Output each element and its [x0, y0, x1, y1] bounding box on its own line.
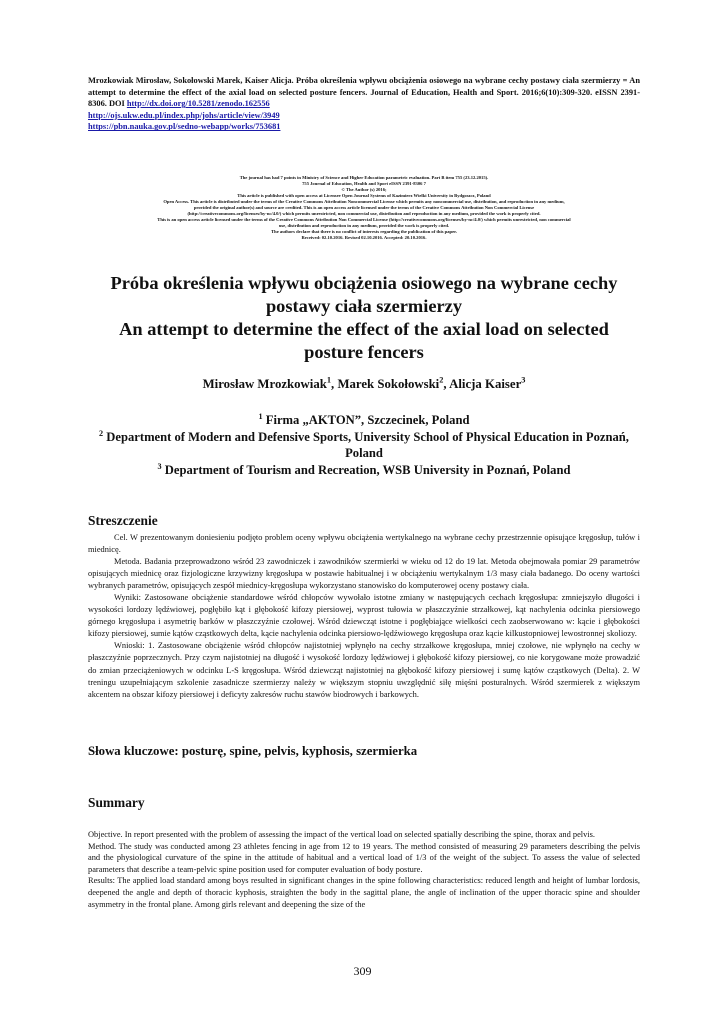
ojs-article-link[interactable]: http://ojs.ukw.edu.pl/index.php/johs/article/view/3949: [88, 110, 280, 120]
affiliation-item: [88, 429, 640, 462]
abstract-paragraph: Metoda. Badania przeprowadzono wśród 23 zawodniczek i zawodników szermierki w wieku od 12 do 19 lat. Metoda obejmowała pomiar 29 parametrów opisujących miednicę oraz fizjologiczne krzywizny kręgosłupa w postawie habitualnej i w obciążeniu wertykalnym 1/3 masy ciała badanego. Do oceny wartości wybranych parametrów, opisujących zespół miednicy-kręgosłupa wykorzystano stanowisko do komputerowej oceny postawy ciała.: [88, 557, 640, 591]
notice-line: This is an open access article licensed under the terms of the Creative Commons Attribution Non Commercial License (http://creativecommons.org/licenses/by-nc/4.0/) which permits unrestricted, non commercial: [157, 217, 571, 223]
notice-line: (http://creativecommons.org/licenses/by-nc/4.0/) which permits unrestricted, non commercial use, distribution and reproduction in any medium, provided the work is properly cited.: [187, 211, 541, 217]
author-affiliation-marker: 1: [326, 375, 332, 385]
abstract-paragraph: Wyniki: Zastosowane obciążenie standardowe wśród chłopców wywołało istotne zmiany w następujących cechach kręgosłupa: zmniejszyło długości i wysokości lordozy lędźwiowej, pogłębiło kąt i głębokość kifozy piersiowej, wyprost tułowia w płaszczyźnie strzałkowej, kąt nachylenia odcinka piersiowego górnego kręgosłupa i asymetrię barków w płaszczyźnie czołowej. Wśród dziewcząt istotne i pogłębiające wielkości cech zaobserwowano w: kącie i głębokości kifozy piersiowej, sumie kątów cząstkowych delta, kącie nachylenia odcinka piersiowo-lędźwiowego kręgosłupa oraz kącie kilkustopniowej lewostronnej skoliozy.: [88, 593, 640, 639]
author-affiliation-marker: 3: [521, 375, 526, 385]
abstract-paragraph: Cel. W prezentowanym doniesieniu podjęto problem oceny wpływu obciążenia wertykalnego na wybrane cechy przestrzennie opisujące kręgosłup, tułów i miednicę.: [88, 533, 640, 555]
author-separator: ,: [331, 377, 338, 391]
summary-paragraph: Objective. In report presented with the problem of assessing the impact of the vertical load on selected spatially describing the spine, thorax and pelvis.: [88, 830, 596, 839]
affiliation-text: Firma „AKTON”, Szczecinek, Poland: [265, 413, 470, 427]
notice-line: Received: 02.10.2016. Revised 02.10.2016. Accepted: 20.10.2016.: [301, 235, 427, 241]
author-affiliation-marker: 2: [439, 375, 444, 385]
notice-line: use, distribution and reproduction in any medium, provided the work is properly cited.: [278, 223, 450, 229]
affiliation-text: Department of Modern and Defensive Sports, University School of Physical Education in Poznań, Poland: [106, 429, 629, 460]
notice-line: © The Author (s) 2016;: [341, 187, 387, 193]
author-list: [88, 377, 640, 392]
notice-line: 755 Journal of Education, Health and Sport eISSN 2391-8306 7: [302, 181, 426, 187]
summary-paragraph: Results: The applied load standard among boys resulted in significant changes in the spine following characteristics: reduced length and height of lumbar lordosis, deepened the angle and depth of thoracic kyphosis, straighten the body in the sagittal plane, the angle of inclination of the upper thoracic spine and shoulder asymmetry in the frontal plane. Among girls relevant and deepening the size of the: [88, 876, 640, 909]
summary-paragraph: Method. The study was conducted among 23 athletes fencing in age from 12 to 19 years. The method consisted of measuring 29 parameters describing the pelvis and the physiological curvature of the spine in the attitude of habitual and a vertical load of 1/3 of the weight of the subject. To assess the value of selected parameters that describe a team-pelvic spine position used for computer evaluation of body posture.: [88, 841, 640, 874]
abstract-paragraph: Wnioski: 1. Zastosowane obciążenie wśród chłopców najistotniej wpłynęło na cechy strzałkowe kręgosłupa, mniej czołowe, nie wpłynęło na cechy w płaszczyźnie poprzecznych. Przy czym najistotniej na długość i wysokość lordozy lędźwiowej i głębokość kifozy piersiowej, co nie korygowane może prowadzić do zmian przeciążeniowych w odcinku L-S kręgosłupa. Wśród dziewcząt najistotniej na głębokość kifozy piersiowej i sumę kątów cząstkowych (Delta). 2. W treningu uzupełniającym szkolenie zasadnicze szermierzy należy w większym stopniu uwzględnić siłę mięśni posturalnych. Wśród szermierek z większym akcentem na obszar kifozy piersiowej i deficyty zakresów ruchu stawów biodrowych i barkowych.: [88, 641, 640, 699]
journal-license-notice: [86, 175, 642, 242]
streszczenie-body: [88, 532, 640, 701]
citation-block: [88, 75, 640, 133]
affiliation-marker: 1: [258, 411, 263, 421]
author-name: Mirosław Mrozkowiak: [202, 377, 327, 391]
author-name: Marek Sokołowski: [337, 377, 440, 391]
summary-heading: Summary: [88, 795, 145, 810]
affiliation-marker: 3: [157, 461, 162, 471]
citation-text: Mrozkowiak Mirosław, Sokołowski Marek, Kaiser Alicja. Próba określenia wpływu obciążenia osiowego na wybrane cechy postawy ciała szermierzy = An attempt to determine the effect of the axial load on selected posture fencers. Journal of Education, Health and Sport. 2016;6(10):309-320. eISSN 2391-8306. DOI: [88, 76, 640, 109]
affiliation-text: Department of Tourism and Recreation, WSB University in Poznań, Poland: [164, 462, 571, 477]
author-name: Alicja Kaiser: [449, 377, 522, 391]
notice-line: This article is published with open access at Licensee Open Journal Systems of Kazimierz Wielki University in Bydgoszcz, Poland: [237, 193, 491, 199]
title-pl-line-2: postawy ciała szermierzy: [265, 296, 463, 316]
affiliation-marker: 2: [99, 428, 104, 438]
pbn-works-link[interactable]: https://pbn.nauka.gov.pl/sedno-webapp/works/753681: [88, 122, 281, 132]
author-separator: ,: [443, 377, 450, 391]
notice-line: Open Access. This article is distributed under the terms of the Creative Commons Attribution Noncommercial License which permits any noncommercial use, distribution, and reproduction in any medium,: [163, 199, 565, 205]
doi-link[interactable]: http://dx.doi.org/10.5281/zenodo.162556: [126, 99, 270, 109]
keywords: Słowa kluczowe: posturę, spine, pelvis, kyphosis, szermierka: [88, 744, 418, 758]
title-en-line-2: posture fencers: [304, 342, 424, 362]
affiliation-item: [88, 462, 640, 479]
affiliation-item: [88, 412, 640, 429]
title-en-line-1: An attempt to determine the effect of the axial load on selected: [119, 319, 609, 339]
notice-line: provided the original author(s) and source are credited. This is an open access article licensed under the terms of the Creative Commons Attribution Non Commercial License: [193, 205, 535, 211]
page-number: 309: [353, 964, 372, 978]
paper-title: [88, 272, 640, 364]
affiliations: [88, 412, 640, 478]
summary-body: [88, 829, 640, 910]
title-pl-line-1: Próba określenia wpływu obciążenia osiowego na wybrane cechy: [110, 273, 618, 293]
notice-line: The journal has had 7 points in Ministry of Science and Higher Education parametric evaluation. Part B item 755 (23.12.2015).: [239, 175, 489, 180]
notice-line: The authors declare that there is no conflict of interests regarding the publication of this paper.: [271, 229, 457, 235]
streszczenie-heading: Streszczenie: [88, 513, 158, 528]
